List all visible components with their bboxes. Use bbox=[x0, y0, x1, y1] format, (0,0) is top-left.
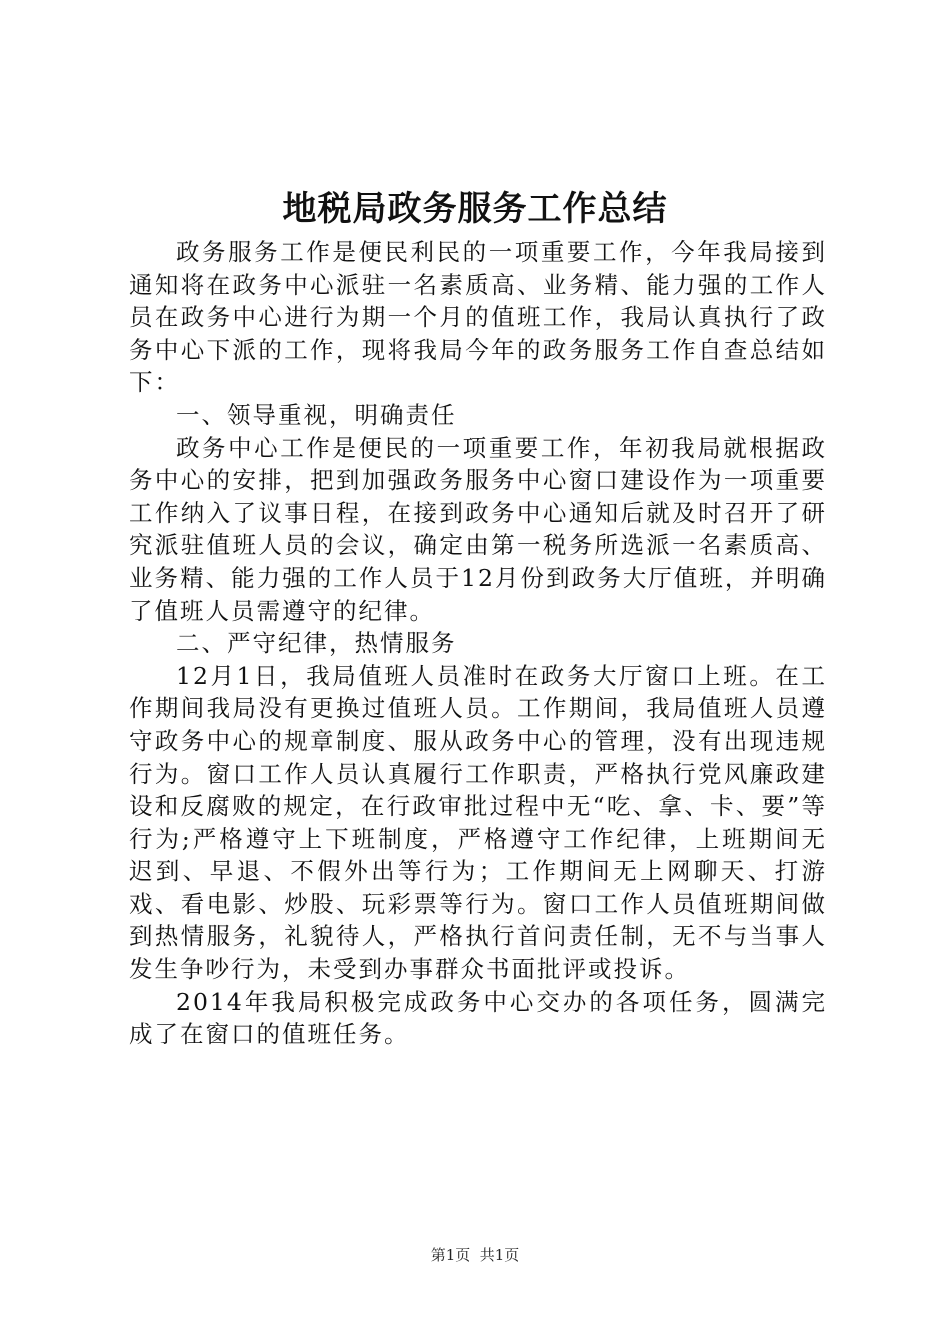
paragraph-section-2: 12月1日，我局值班人员准时在政务大厅窗口上班。在工作期间我局没有更换过值班人员。工作期间，我局值班人员遵守政务中心的规章制度、服从政务中心的管理，没有出现违规行为。窗口工作人员认真履行工作职责，严格执行党风廉政建设和反腐败的规定，在行政审批过程中无“吃、拿、卡、要”等行为;严格遵守上下班制度，严格遵守工作纪律，上班期间无迟到、早退、不假外出等行为；工作期间无上网聊天、打游戏、看电影、炒股、玩彩票等行为。窗口工作人员值班期间做到热情服务，礼貌待人，严格执行首问责任制，无不与当事人发生争吵行为，未受到办事群众书面批评或投诉。 bbox=[129, 661, 827, 984]
document-title: 地税局政务服务工作总结 bbox=[282, 189, 668, 229]
document-body bbox=[129, 236, 827, 1051]
page-number-footer: 第1页 共1页 bbox=[430, 1246, 520, 1264]
section-heading-1: 一、领导重视，明确责任 bbox=[176, 400, 457, 429]
paragraph-section-1: 政务中心工作是便民的一项重要工作，年初我局就根据政务中心的安排，把到加强政务服务中心窗口建设作为一项重要工作纳入了议事日程，在接到政务中心通知后就及时召开了研究派驻值班人员的会议，确定由第一税务所选派一名素质高、业务精、能力强的工作人员于12月份到政务大厅值班，并明确了值班人员需遵守的纪律。 bbox=[129, 433, 827, 625]
section-heading-2: 二、严守纪律，热情服务 bbox=[176, 629, 457, 658]
paragraph-conclusion: 2014年我局积极完成政务中心交办的各项任务，圆满完成了在窗口的值班任务。 bbox=[129, 987, 827, 1049]
paragraph-intro: 政务服务工作是便民利民的一项重要工作，今年我局接到通知将在政务中心派驻一名素质高、业务精、能力强的工作人员在政务中心进行为期一个月的值班工作，我局认真执行了政务中心下派的工作，现将我局今年的政务服务工作自查总结如下： bbox=[129, 238, 827, 397]
